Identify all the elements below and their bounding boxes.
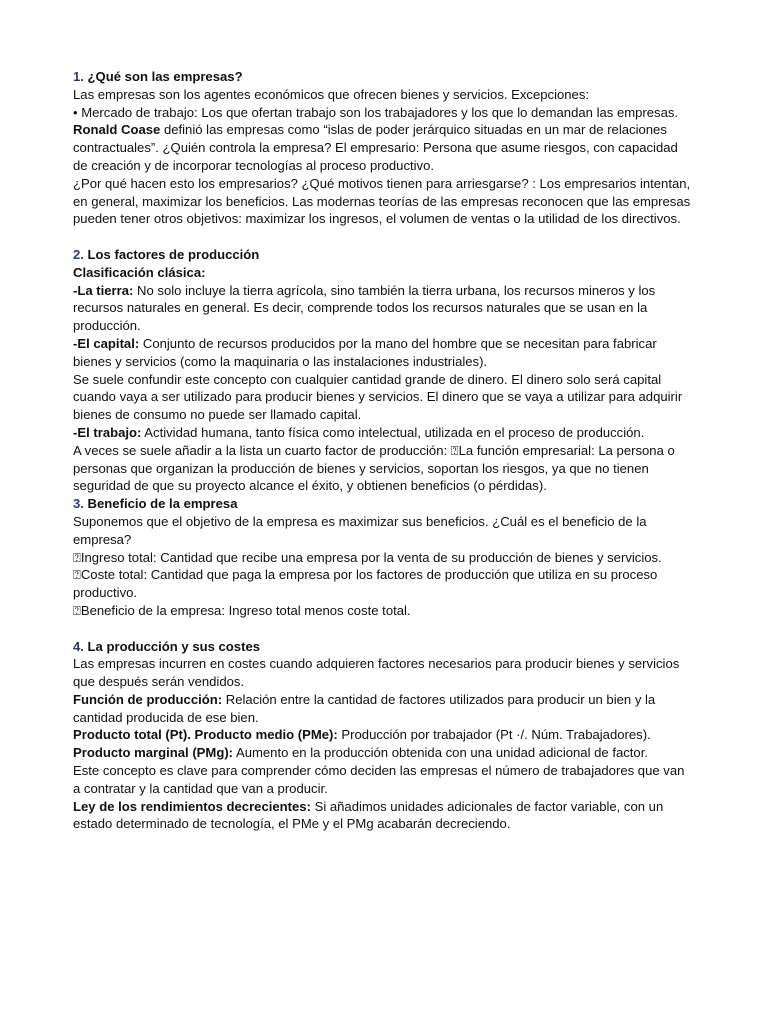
section-4-number: 4. <box>73 638 84 654</box>
capital-note: Se suele confundir este concepto con cualquier cantidad grande de dinero. El dinero solo será capital cuando vaya a ser utilizado para producir bienes y servicios. El dinero que se vaya a utilizar para adquirir bienes de consumo no puede ser llamado capital. <box>73 371 683 423</box>
section-2-heading <box>73 246 695 264</box>
factor-tierra: -La tierra: No solo incluye la tierra agrícola, sino también la tierra urbana, los recursos mineros y los recursos naturales en general. Es decir, comprende todos los recursos naturales que se usan en la producción. <box>73 282 656 334</box>
section-1-number: 1. <box>73 69 84 84</box>
section-4-heading <box>73 638 695 656</box>
factor-trabajo: -El trabajo: Actividad humana, tanto física como intelectual, utilizada en el proceso de producción. <box>73 424 645 440</box>
factor-capital: -El capital: Conjunto de recursos producidos por la mano del hombre que se necesitan para fabricar bienes y servicios (como la maquinaria o las instalaciones industriales). <box>73 335 657 369</box>
section-3-intro: Suponemos que el objetivo de la empresa es maximizar sus beneficios. ¿Cuál es el beneficio de la empresa? <box>73 513 647 547</box>
coste-total: ⍰Coste total: Cantidad que paga la empresa por los factores de producción que utiliza en su proceso productivo. <box>73 567 658 601</box>
producto-marginal: Producto marginal (PMg): Aumento en la producción obtenida con una unidad adicional de factor. <box>73 745 648 761</box>
section-4-title: La producción y sus costes <box>83 638 261 654</box>
document-body <box>73 68 695 833</box>
section-3-number: 3. <box>73 496 84 512</box>
coase-name: Ronald Coase <box>73 122 161 138</box>
section-3-heading <box>73 495 695 513</box>
spacer <box>73 228 695 246</box>
section-1-bullet: • Mercado de trabajo: Los que ofertan trabajo son los trabajadores y los que lo demandan las empresas. <box>73 104 679 120</box>
factor-cuarto: A veces se suele añadir a la lista un cuarto factor de producción: ⍰La función empresarial: La persona o personas que organizan la producción de bienes y servicios, soportan los riesgos, ya que no tienen seguridad de que su proyecto alcance el éxito, y obtienen beneficios (o pérdidas). <box>73 442 675 494</box>
coase-text: definió las empresas como “islas de poder jerárquico situadas en un mar de relaciones contractuales”. ¿Quién controla la empresa? El empresario: Persona que asume riesgos, con capacidad de creación y de incorporar tecnologías al proceso productivo. <box>73 122 678 173</box>
section-1-motives: ¿Por qué hacen esto los empresarios? ¿Qué motivos tienen para arriesgarse? : Los empresarios intentan, en general, maximizar los beneficios. Las modernas teorías de las empresas reconocen que las empresas pueden tener otros objetivos: maximizar los ingresos, el volumen de ventas o la utilidad de los directivos. <box>73 175 691 227</box>
section-1-title: ¿Qué son las empresas? <box>83 69 243 84</box>
ingreso-total: ⍰Ingreso total: Cantidad que recibe una empresa por la venta de su producción de bienes y servicios. <box>73 549 662 565</box>
section-2-number: 2. <box>73 246 84 262</box>
section-2-subtitle: Clasificación clásica: <box>73 264 206 280</box>
spacer <box>73 620 695 638</box>
section-1-intro: Las empresas son los agentes económicos que ofrecen bienes y servicios. Excepciones: <box>73 86 590 102</box>
section-4-intro: Las empresas incurren en costes cuando adquieren factores necesarios para producir bienes y servicios que después serán vendidos. <box>73 656 680 690</box>
pmg-note: Este concepto es clave para comprender cómo deciden las empresas el número de trabajadores que van a contratar y la cantidad que van a producir. <box>73 763 685 796</box>
section-2-title: Los factores de producción <box>83 246 260 262</box>
section-1-heading <box>73 68 695 86</box>
section-3-title: Beneficio de la empresa <box>83 496 238 512</box>
beneficio-empresa: ⍰Beneficio de la empresa: Ingreso total menos coste total. <box>73 602 411 618</box>
ley-rendimientos: Ley de los rendimientos decrecientes: Si añadimos unidades adicionales de factor variable, con un estado determinado de tecnología, el PMe y el PMg acabarán decreciendo. <box>73 798 664 832</box>
section-1-coase <box>73 121 695 174</box>
producto-total: Producto total (Pt). Producto medio (PMe): Producción por trabajador (Pt ·/. Núm. Trabajadores). <box>73 727 651 743</box>
funcion-produccion: Función de producción: Relación entre la cantidad de factores utilizados para producir un bien y la cantidad producida de ese bien. <box>73 691 656 725</box>
